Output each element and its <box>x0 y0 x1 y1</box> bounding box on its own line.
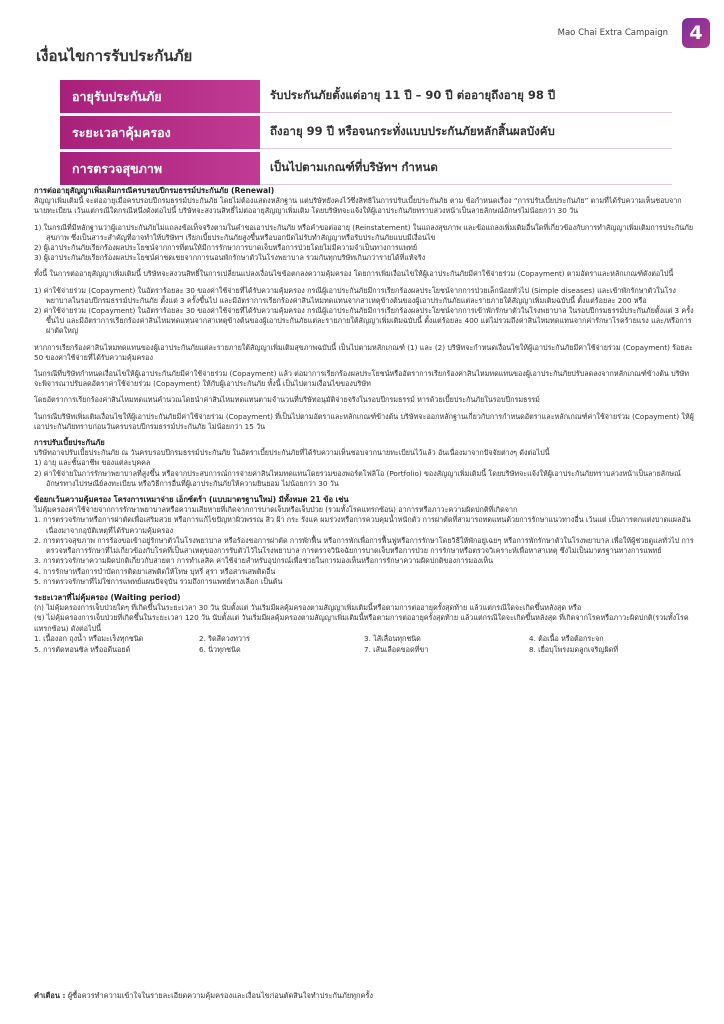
disease-item: 6. นิ่วทุกชนิด <box>199 644 241 654</box>
warning-label: คำเตือน : <box>34 991 66 1000</box>
exclusion-item: 4. การรักษาหรือการบำบัดการติดยาเสพติดให้โทษ บุหรี่ สุรา หรือสารเสพติดอื่น <box>34 566 276 576</box>
condition-value: ถึงอายุ 99 ปี หรือจนกระทั่งแบบประกันภัยหลักสิ้นผลบังคับ <box>260 116 672 149</box>
copay-item: 2) ค่าใช้จ่ายร่วม (Copayment) ในอัตราร้อยละ 30 ของค่าใช้จ่ายที่ได้รับความคุ้มครอง กรณีผู้เอาประกันภัยมีการเรียกร้องผลประโยชน์จากการเข้าพักรักษาตัวในโรงพยาบาล ในรอบปีกรมธรรม์ประกันภัยตั้งแต่ 3 ครั้งขึ้นไป และมีอัตราการเรียกร้องค่าสินไหมทดแทนจากสาเหตุข้างต้นของผู้เอาประกันภัยแต่ละรายภายใต้สัญญาเพิ่มเติมฉบับนี้ ตั้งแต่ร้อยละ 400 แต่ไม่รวมถึงค่าสินไหมทดแทนจากค่ารักษาโรคร้ายแรง และ/หรือการผ่าตัดใหญ่ <box>34 306 694 336</box>
renewal-item: 1) ในกรณีที่มีหลักฐานว่าผู้เอาประกันภัยไม่แถลงข้อเท็จจริงตามในคำขอเอาประกันภัย หรือคำขอต่ออายุ (Reinstatement) ในแถลงสุขภาพ และข้อแถลงเพิ่มเติมอื่นใดที่เกี่ยวข้องกับการทำสัญญาเพิ่มเติมการประกันภัยสุขภาพ ซึ่งเป็นสาระสำคัญที่อาจทำให้บริษัทฯ เรียกเบี้ยประกันภัยสูงขึ้นหรือบอกปัดไม่รับทำสัญญาหรือรับประกันภัยแบบมีเงื่อนไข <box>34 222 694 242</box>
condition-label: การตรวจสุขภาพ <box>60 152 260 185</box>
premium-adjust-heading: การปรับเบี้ยประกันภัย <box>34 438 105 448</box>
condition-label: ระยะเวลาคุ้มครอง <box>60 116 260 149</box>
renewal-paragraph: ในกรณีที่บริษัทกำหนดเงื่อนไขให้ผู้เอาประกันภัยมีค่าใช้จ่ายร่วม (Copayment) แล้ว ต่อมาการเรียกร้องผลประโยชน์หรืออัตราการเรียกร้องค่าสินไหมทดแทนของผู้เอาประกันภัยปรับลดลงจากหลักเกณฑ์ข้างต้น บริษัทจะพิจารณาปรับลดอัตราค่าใช้จ่ายร่วม (Copayment) ให้กับผู้เอาประกันภัย ทั้งนี้ เป็นไปตามเงื่อนไขของบริษัท <box>34 369 690 389</box>
renewal-item: 3) ผู้เอาประกันภัยเรียกร้องผลประโยชน์ค่าชดเชยจากการนอนพักรักษาตัวในโรงพยาบาล รวมกันทุกบริษัทเกินกว่ารายได้ที่แท้จริง <box>34 253 426 263</box>
renewal-paragraph: หากการเรียกร้องค่าสินไหมทดแทนของผู้เอาประกันภัยแต่ละรายภายใต้สัญญาเพิ่มเติมสุขภาพฉบับนี้ เป็นไปตามหลักเกณฑ์ (1) และ (2) บริษัทจะกำหนดเงื่อนไขให้ผู้เอาประกันภัยมีค่าใช้จ่ายร่วม (Copayment) ร้อยละ 50 ของค่าใช้จ่ายที่ได้รับความคุ้มครอง <box>34 342 693 362</box>
waiting-heading: ระยะเวลาที่ไม่คุ้มครอง (Waiting period) <box>34 592 181 602</box>
premium-adjust-item: 1) อายุ และชั้นอาชีพ ของแต่ละบุคคล <box>34 458 151 468</box>
copay-intro: ทั้งนี้ ในการต่ออายุสัญญาเพิ่มเติมนี้ บริษัทจะสงวนสิทธิ์ในการเปลี่ยนแปลงเงื่อนไขข้อตกลงความคุ้มครอง โดยการเพิ่มเงื่อนไขให้ผู้เอาประกันภัยมีค่าใช้จ่ายร่วม (Copayment) ตามอัตราและหลักเกณฑ์ดังต่อไปนี้ <box>34 269 674 279</box>
condition-row-coverage <box>60 116 672 149</box>
page-title: เงื่อนไขการรับประกันภัย <box>36 47 193 65</box>
document-body <box>34 186 694 655</box>
conditions-table <box>60 80 672 188</box>
disease-item: 8. เยื่อบุโพรงมดลูกเจริญผิดที่ <box>529 644 619 654</box>
exclusions-intro: ไม่คุ้มครองค่าใช้จ่ายจากการรักษาพยาบาลหรือความเสียหายที่เกิดจากการบาดเจ็บหรือเจ็บป่วย (รวมทั้งโรคแทรกซ้อน) อาการหรือภาวะความผิดปกติที่เกิดจาก <box>34 505 518 515</box>
waiting-item: (ก) ไม่คุ้มครองการเจ็บป่วยใดๆ ที่เกิดขึ้นในระยะเวลา 30 วัน นับตั้งแต่ วันเริ่มมีผลคุ้มครองตามสัญญาเพิ่มเติมนี้หรือตามการต่ออายุครั้งสุดท้าย แล้วแต่กรณีใดจะเกิดขึ้นหลังสุด หรือ <box>34 603 582 613</box>
waiting-item: (ข) ไม่คุ้มครองการเจ็บป่วยที่เกิดขึ้นในระยะเวลา 120 วัน นับตั้งแต่ วันเริ่มมีผลคุ้มครองตามสัญญาเพิ่มเติมนี้หรือตามการต่ออายุครั้งสุดท้าย แล้วแต่กรณีใดจะเกิดขึ้นหลังสุด ที่เกิดจากโรคหรือภาวะผิดปกติ(รวมทั้งโรคแทรกซ้อน) ดังต่อไปนี้ <box>34 613 689 633</box>
disease-item: 2. ริดสีดวงทวาร <box>199 633 250 643</box>
campaign-name: Mao Chai Extra Campaign <box>557 28 668 38</box>
condition-row-age <box>60 80 672 113</box>
renewal-paragraph: ในกรณีบริษัทเพิ่มเติมเงื่อนไขให้ผู้เอาประกันภัยมีค่าใช้จ่ายร่วม (Copayment) ที่เป็นไปตามอัตราและหลักเกณฑ์ข้างต้น บริษัทจะออกหลักฐานเกี่ยวกับการกำหนดอัตราและหลักเกณฑ์ค่าใช้จ่ายร่วม (Copayment) ให้ผู้เอาประกันภัยทราบก่อนวันครบรอบปีกรมธรรม์ประกันภัย ไม่น้อยกว่า 15 วัน <box>34 411 694 431</box>
disease-item: 3. ไส้เลื่อนทุกชนิด <box>364 633 421 643</box>
exclusion-item: 5. การตรวจรักษาที่ไม่ใช่การแพทย์แผนปัจจุบัน รวมถึงการแพทย์ทางเลือก เป็นต้น <box>34 576 283 586</box>
exclusions-heading: ข้อยกเว้นความคุ้มครอง โครงการเหมาจ่าย เอ็กซ์ตร้า (แบบมาตรฐานใหม่) มีทั้งหมด 21 ข้อ เช่น <box>34 495 349 505</box>
waiting-disease-list <box>34 634 694 655</box>
copay-item: 1) ค่าใช้จ่ายร่วม (Copayment) ในอัตราร้อยละ 30 ของค่าใช้จ่ายที่ได้รับความคุ้มครอง กรณีผู้เอาประกันภัยมีการเรียกร้องผลประโยชน์จากการป่วยเล็กน้อยทั่วไป (Simple diseases) และเข้าพักรักษาตัวในโรงพยาบาลในรอบปีกรมธรรม์ประกันภัย ตั้งแต่ 3 ครั้งขึ้นไป และมีอัตราการเรียกร้องค่าสินไหมทดแทนจากสาเหตุข้างต้นของผู้เอาประกันภัยแต่ละรายภายใต้สัญญาเพิ่มเติมฉบับนี้ ตั้งแต่ร้อยละ 200 หรือ <box>34 285 676 305</box>
disease-item: 7. เส้นเลือดขอดที่ขา <box>364 644 429 654</box>
renewal-intro: สัญญาเพิ่มเติมนี้ จะต่ออายุเมื่อครบรอบปีกรมธรรม์ประกันภัย โดยไม่ต้องแสดงหลักฐาน แต่บริษัทยังคงไว้ซึ่งสิทธิในการปรับเบี้ยประกันภัย ตาม ข้อกำหนดเรื่อง “การปรับเบี้ยประกันภัย” ตามที่ได้รับความเห็นชอบจากนายทะเบียน เว้นแต่กรณีใดกรณีหนึ่งดังต่อไปนี้ บริษัทจะสงวนสิทธิ์ไม่ต่ออายุสัญญาเพิ่มเติม โดยบริษัทจะแจ้งให้ผู้เอาประกันภัยทราบล่วงหน้าเป็นลายลักษณ์อักษรไม่น้อยกว่า 30 วัน <box>34 196 682 216</box>
premium-adjust-item: 2) ค่าใช้จ่ายในการรักษาพยาบาลที่สูงขึ้น หรือจากประสบการณ์การจ่ายค่าสินไหมทดแทนโดยรวมของพอร์ตโฟลิโอ (Portfolio) ของสัญญาเพิ่มเติมนี้ โดยบริษัทจะแจ้งให้ผู้เอาประกันภัยทราบล่วงหน้าเป็นลายลักษณ์อักษรทางไปรษณีย์ลงทะเบียน หรือวิธีการอื่นที่ผู้เอาประกันภัยให้ความยินยอม ไม่น้อยกว่า 30 วัน <box>34 468 681 488</box>
disease-item: 5. การตัดทอนซิล หรืออดีนอยด์ <box>34 644 131 654</box>
warning-note <box>34 990 373 1002</box>
exclusion-item: 1. การตรวจรักษาหรือการผ่าตัดเพื่อเสริมสวย หรือการแก้ไขปัญหาผิวพรรณ สิว ฝ้า กระ รังแค ผมร่วงหรือการควบคุมน้ำหนักตัว การผ่าตัดที่สามารถทดแทนด้วยการรักษาแนวทางอื่น เว้นแต่ เป็นการตกแต่งบาดแผลอันเนื่องมาจากอุบัติเหตุที่ได้รับความคุ้มครอง <box>34 515 691 535</box>
exclusion-item: 3. การตรวจรักษาความผิดปกติเกี่ยวกับสายตา การทำเลสิค ค่าใช้จ่ายสำหรับอุปกรณ์เพื่อช่วยในการมองเห็นหรือการรักษาความผิดปกติของการมองเห็น <box>34 556 494 566</box>
disease-item: 4. ต้อเนื้อ หรือต้อกระจก <box>529 633 604 643</box>
exclusion-item: 2. การตรวจสุขภาพ การร้องขอเข้าอยู่รักษาตัวในโรงพยาบาล หรือร้องขอการผ่าตัด การพักฟื้น หรือการพักเพื่อการฟื้นฟูหรือการรักษาโดยวิธีให้พักอยู่เฉยๆ หรือการพักรักษาตัวในโรงพยาบาล เพื่อให้ผู้ช่วยดูแลทั่วไป การตรวจหรือการรักษาที่ไม่เกี่ยวข้องกับโรคที่เป็นสาเหตุของการรับตัวไว้ในโรงพยาบาล การตรวจวินิจฉัยการบาดเจ็บหรือการป่วย การรักษาหรือตรวจวิเคราะห์เพื่อหาสาเหตุ ซึ่งไม่เป็นมาตรฐานทางการแพทย์ <box>34 535 694 556</box>
condition-label: อายุรับประกันภัย <box>60 80 260 113</box>
renewal-item: 2) ผู้เอาประกันภัยเรียกร้องผลประโยชน์จากการที่ตนให้มีการรักษาการบาดเจ็บหรือการป่วยโดยไม่มีความจำเป็นทางการแพทย์ <box>34 243 418 253</box>
disease-item: 1. เนื้องอก ถุงน้ำ หรือมะเร็งทุกชนิด <box>34 633 144 643</box>
page-number-badge: 4 <box>682 18 710 48</box>
renewal-heading: การต่ออายุสัญญาเพิ่มเติมกรณีครบรอบปีกรมธรรม์ประกันภัย (Renewal) <box>34 186 275 195</box>
premium-adjust-intro: บริษัทอาจปรับเบี้ยประกันภัย ณ วันครบรอบปีกรมธรรม์ประกันภัย ในอัตราเบี้ยประกันภัยที่ได้รับความเห็นชอบจากนายทะเบียนไว้แล้ว อันเนื่องมาจากปัจจัยต่างๆ ดังต่อไปนี้ <box>34 448 550 458</box>
condition-value: รับประกันภัยตั้งแต่อายุ 11 ปี – 90 ปี ต่ออายุถึงอายุ 98 ปี <box>260 80 672 113</box>
condition-value: เป็นไปตามเกณฑ์ที่บริษัทฯ กำหนด <box>260 152 672 185</box>
renewal-paragraph: โดยอัตราการเรียกร้องค่าสินไหมทดแทนคำนวณโดยนำค่าสินไหมทดแทนตามจำนวนที่บริษัทอนุมัติจ่ายจริงในรอบปีกรมธรรม์ หารด้วยเบี้ยประกันภัยในรอบปีกรมธรรม์ <box>34 395 540 405</box>
condition-row-health-check <box>60 152 672 185</box>
warning-text: ผู้ซื้อควรทำความเข้าใจในรายละเอียดความคุ้มครองและเงื่อนไขก่อนตัดสินใจทำประกันภัยทุกครั้ง <box>67 991 374 1000</box>
